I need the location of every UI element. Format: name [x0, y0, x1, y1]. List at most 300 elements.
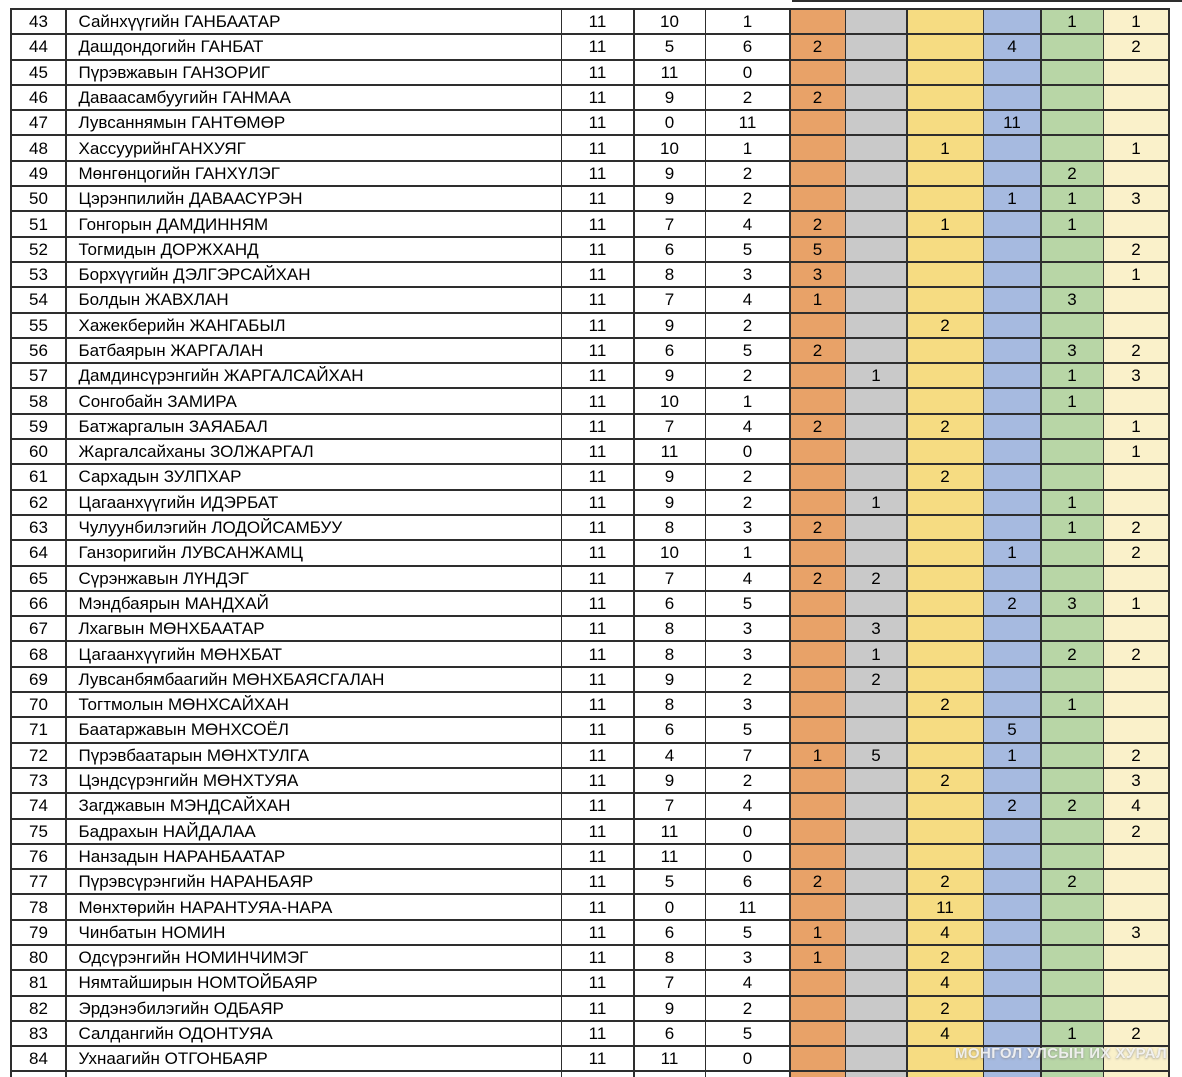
cell-total: 11 [562, 162, 633, 185]
cell-cat-green [1042, 111, 1103, 134]
cell-total: 11 [562, 567, 633, 590]
cell-cat-orange [791, 617, 845, 640]
cell-cat-green [1042, 820, 1103, 843]
cell-cat-green [1042, 718, 1103, 741]
cell-cat-green [1042, 541, 1103, 564]
cell-cat-cream [1104, 845, 1168, 868]
cell-missed: 5 [706, 592, 789, 615]
cell-cat-green: 1 [1042, 187, 1103, 210]
cell-row-number: 58 [12, 389, 65, 412]
cell-member-name: Нямтайширын НОМТОЙБАЯР [67, 971, 561, 994]
cell-total: 11 [562, 10, 633, 33]
cell-member-name: Нанзадын НАРАНБААТАР [67, 845, 561, 868]
cell-cat-blue [984, 263, 1040, 286]
cell-cat-green: 1 [1042, 491, 1103, 514]
cell-row-number: 73 [12, 769, 65, 792]
cell-cat-green [1042, 1047, 1103, 1070]
cell-cat-gray [846, 921, 906, 944]
cell-attended: 9 [635, 997, 705, 1020]
cell-cat-yellow: 4 [908, 971, 983, 994]
cell-cat-cream [1104, 946, 1168, 969]
cell-cat-gray: 1 [846, 642, 906, 665]
cell-missed: 0 [706, 61, 789, 84]
cell-cat-yellow: 2 [908, 693, 983, 716]
cell-missed: 3 [706, 642, 789, 665]
cell-total: 11 [562, 946, 633, 969]
cell-cat-gray [846, 465, 906, 488]
cell-row-number: 49 [12, 162, 65, 185]
cell-cat-gray [846, 238, 906, 261]
cell-missed: 0 [706, 820, 789, 843]
cell-row-number: 81 [12, 971, 65, 994]
cell-cat-orange [791, 10, 845, 33]
cell-cat-yellow [908, 491, 983, 514]
cell-member-name: Батбаярын ЖАРГАЛАН [67, 339, 561, 362]
cell-cat-gray [846, 440, 906, 463]
cell-cat-blue: 1 [984, 187, 1040, 210]
cell-attended: 9 [635, 86, 705, 109]
cell-cat-yellow [908, 238, 983, 261]
cell-member-name: Одсүрэнгийн НОМИНЧИМЭГ [67, 946, 561, 969]
cell-cat-green: 3 [1042, 592, 1103, 615]
cell-cat-cream: 2 [1104, 744, 1168, 767]
cell-cat-gray: 2 [846, 567, 906, 590]
cell-cat-gray [846, 693, 906, 716]
cell-cat-orange [791, 389, 845, 412]
cell-cat-orange [791, 541, 845, 564]
cell-cat-gray [846, 1022, 906, 1045]
cell-attended: 10 [635, 389, 705, 412]
cell-row-number: 79 [12, 921, 65, 944]
cell-total: 11 [562, 238, 633, 261]
cell-cat-green [1042, 895, 1103, 918]
cell-attended: 10 [635, 136, 705, 159]
cell-cat-green [1042, 567, 1103, 590]
cell-cat-orange [791, 592, 845, 615]
cell-attended: 9 [635, 162, 705, 185]
cell-cat-blue [984, 288, 1040, 311]
cell-attended: 9 [635, 187, 705, 210]
cell-attended: 11 [635, 61, 705, 84]
cell-attended: 11 [635, 820, 705, 843]
cell-cat-orange: 2 [791, 567, 845, 590]
cell-cat-orange [791, 718, 845, 741]
cell-cat-gray: 1 [846, 491, 906, 514]
cropped-row-edge-line [792, 0, 1182, 2]
cell-cat-gray [846, 111, 906, 134]
cell-total: 11 [562, 971, 633, 994]
cell-cat-yellow: 2 [908, 870, 983, 893]
cell-missed: 2 [706, 314, 789, 337]
cell-member-name: Салдангийн ОДОНТУЯА [67, 1022, 561, 1045]
cell-cat-green: 2 [1042, 162, 1103, 185]
cell-total: 11 [562, 592, 633, 615]
cell-cat-blue [984, 617, 1040, 640]
cell-cat-cream: 3 [1104, 364, 1168, 387]
cell-cat-cream: 1 [1104, 440, 1168, 463]
cell-attended: 6 [635, 339, 705, 362]
cell-cat-orange [791, 693, 845, 716]
cell-cat-orange [791, 136, 845, 159]
cell-cat-yellow [908, 794, 983, 817]
cell-total: 11 [562, 617, 633, 640]
cell-missed: 4 [706, 288, 789, 311]
cell-member-name: Ухнаагийн ОТГОНБАЯР [67, 1047, 561, 1070]
cell-cat-green [1042, 61, 1103, 84]
cell-member-name: Цэндсүрэнгийн МӨНХТУЯА [67, 769, 561, 792]
cell-missed [706, 1072, 789, 1077]
cell-attended: 9 [635, 491, 705, 514]
cell-cat-green [1042, 1072, 1103, 1077]
cell-row-number: 66 [12, 592, 65, 615]
cell-cat-blue: 4 [984, 35, 1040, 58]
cell-member-name: Болдын ЖАВХЛАН [67, 288, 561, 311]
cell-attended: 5 [635, 35, 705, 58]
cell-member-name: ХассуурийнГАНХУЯГ [67, 136, 561, 159]
cell-member-name: Пүрэвсүрэнгийн НАРАНБАЯР [67, 870, 561, 893]
cell-member-name: Дамдинсүрэнгийн ЖАРГАЛСАЙХАН [67, 364, 561, 387]
cell-row-number: 48 [12, 136, 65, 159]
cell-cat-yellow: 2 [908, 769, 983, 792]
cell-row-number: 63 [12, 516, 65, 539]
watermark-text: МОНГОЛ УЛСЫН ИХ ХУРАЛ [955, 1045, 1168, 1062]
cell-member-name: Дашдондогийн ГАНБАТ [67, 35, 561, 58]
cell-cat-orange: 2 [791, 35, 845, 58]
cell-cat-yellow [908, 592, 983, 615]
cell-cat-cream: 4 [1104, 794, 1168, 817]
cell-attended [635, 1072, 705, 1077]
cell-cat-orange: 2 [791, 870, 845, 893]
cell-total: 11 [562, 288, 633, 311]
cell-cat-yellow [908, 845, 983, 868]
cell-cat-blue [984, 1072, 1040, 1077]
cell-row-number: 67 [12, 617, 65, 640]
cell-row-number: 74 [12, 794, 65, 817]
cell-cat-yellow: 2 [908, 946, 983, 969]
cell-cat-gray [846, 895, 906, 918]
cell-cat-yellow [908, 1072, 983, 1077]
cell-cat-gray [846, 1072, 906, 1077]
cell-cat-yellow: 11 [908, 895, 983, 918]
cell-cat-orange: 2 [791, 415, 845, 438]
cell-attended: 8 [635, 516, 705, 539]
cell-cat-cream: 2 [1104, 541, 1168, 564]
cell-cat-green: 2 [1042, 642, 1103, 665]
cell-attended: 7 [635, 794, 705, 817]
cell-cat-gray [846, 870, 906, 893]
cell-cat-orange [791, 1047, 845, 1070]
cell-attended: 11 [635, 440, 705, 463]
cell-member-name: Мөнхтөрийн НАРАНТУЯА-НАРА [67, 895, 561, 918]
cell-cat-orange: 5 [791, 238, 845, 261]
cell-cat-orange [791, 997, 845, 1020]
cell-cat-cream [1104, 86, 1168, 109]
cell-row-number: 47 [12, 111, 65, 134]
cell-attended: 7 [635, 212, 705, 235]
cell-cat-cream [1104, 668, 1168, 691]
cell-cat-yellow [908, 35, 983, 58]
cell-row-number: 80 [12, 946, 65, 969]
cell-cat-yellow [908, 61, 983, 84]
cell-total: 11 [562, 465, 633, 488]
cell-missed: 6 [706, 870, 789, 893]
cell-attended: 10 [635, 10, 705, 33]
cell-cat-gray [846, 162, 906, 185]
cell-total: 11 [562, 187, 633, 210]
cell-cat-green [1042, 86, 1103, 109]
cell-cat-gray [846, 288, 906, 311]
cell-missed: 11 [706, 895, 789, 918]
cell-cat-green: 1 [1042, 364, 1103, 387]
cell-cat-yellow [908, 162, 983, 185]
cell-cat-cream: 2 [1104, 516, 1168, 539]
cell-attended: 8 [635, 617, 705, 640]
cell-row-number: 44 [12, 35, 65, 58]
cell-missed: 0 [706, 440, 789, 463]
cell-missed: 5 [706, 718, 789, 741]
cell-total: 11 [562, 718, 633, 741]
cell-cat-orange [791, 440, 845, 463]
cell-missed: 2 [706, 668, 789, 691]
cell-member-name: Сүрэнжавын ЛҮНДЭГ [67, 567, 561, 590]
cell-attended: 11 [635, 845, 705, 868]
cell-missed: 11 [706, 111, 789, 134]
cell-missed: 5 [706, 921, 789, 944]
cell-missed: 6 [706, 35, 789, 58]
cell-cat-cream [1104, 718, 1168, 741]
cell-attended: 11 [635, 1047, 705, 1070]
cell-total: 11 [562, 870, 633, 893]
cell-cat-green: 1 [1042, 693, 1103, 716]
cell-cat-cream [1104, 61, 1168, 84]
cell-row-number: 61 [12, 465, 65, 488]
cell-attended: 9 [635, 465, 705, 488]
cell-cat-green [1042, 845, 1103, 868]
cell-cat-green: 3 [1042, 288, 1103, 311]
cell-missed: 3 [706, 516, 789, 539]
cell-row-number: 68 [12, 642, 65, 665]
cell-member-name: Сонгобайн ЗАМИРА [67, 389, 561, 412]
cell-cat-green: 1 [1042, 1022, 1103, 1045]
cell-cat-gray [846, 10, 906, 33]
cell-member-name: Пүрэвжавын ГАНЗОРИГ [67, 61, 561, 84]
cell-cat-blue [984, 895, 1040, 918]
cell-cat-gray: 1 [846, 364, 906, 387]
cell-attended: 7 [635, 567, 705, 590]
cell-cat-orange [791, 1072, 845, 1077]
cell-cat-orange [791, 794, 845, 817]
cell-cat-yellow [908, 718, 983, 741]
cell-cat-blue: 5 [984, 718, 1040, 741]
cell-missed: 2 [706, 769, 789, 792]
cell-row-number: 46 [12, 86, 65, 109]
cell-cat-orange [791, 187, 845, 210]
cell-cat-yellow [908, 288, 983, 311]
cell-cat-green: 2 [1042, 794, 1103, 817]
cell-cat-orange [791, 971, 845, 994]
cell-missed: 2 [706, 162, 789, 185]
cell-cat-yellow [908, 516, 983, 539]
cell-cat-orange [791, 642, 845, 665]
cell-cat-gray [846, 1047, 906, 1070]
cell-cat-blue [984, 440, 1040, 463]
cell-cat-orange: 1 [791, 288, 845, 311]
attendance-table [10, 8, 1170, 1077]
cell-total: 11 [562, 111, 633, 134]
cell-row-number: 56 [12, 339, 65, 362]
cell-member-name: Чулуунбилэгийн ЛОДОЙСАМБУУ [67, 516, 561, 539]
cell-attended: 8 [635, 693, 705, 716]
cell-missed: 1 [706, 389, 789, 412]
cell-cat-blue [984, 389, 1040, 412]
cell-cat-yellow: 1 [908, 136, 983, 159]
cell-row-number: 78 [12, 895, 65, 918]
cell-cat-cream [1104, 162, 1168, 185]
cell-cat-blue: 11 [984, 111, 1040, 134]
cell-member-name: Сархадын ЗУЛПХАР [67, 465, 561, 488]
cell-cat-green [1042, 997, 1103, 1020]
cell-row-number: 83 [12, 1022, 65, 1045]
cell-attended: 8 [635, 642, 705, 665]
cell-cat-gray [846, 997, 906, 1020]
cell-missed: 4 [706, 971, 789, 994]
cell-cat-green: 1 [1042, 516, 1103, 539]
cell-missed: 0 [706, 1047, 789, 1070]
cell-cat-yellow: 4 [908, 1022, 983, 1045]
cell-member-name: Лувсанбямбаагийн МӨНХБАЯСГАЛАН [67, 668, 561, 691]
cell-attended: 4 [635, 744, 705, 767]
cell-member-name: Мөнгөнцогийн ГАНХҮЛЭГ [67, 162, 561, 185]
cell-total: 11 [562, 415, 633, 438]
cell-row-number [12, 1072, 65, 1077]
cell-attended: 7 [635, 415, 705, 438]
cell-cat-orange [791, 820, 845, 843]
cell-member-name: Жаргалсайханы ЗОЛЖАРГАЛ [67, 440, 561, 463]
cell-cat-green: 1 [1042, 10, 1103, 33]
cell-cat-cream [1104, 870, 1168, 893]
cell-cat-gray [846, 35, 906, 58]
cell-cat-cream [1104, 288, 1168, 311]
cell-member-name: Ганзоригийн ЛУВСАНЖАМЦ [67, 541, 561, 564]
cell-row-number: 52 [12, 238, 65, 261]
cell-cat-blue [984, 238, 1040, 261]
cell-cat-gray [846, 718, 906, 741]
cell-total: 11 [562, 35, 633, 58]
cell-cat-green: 3 [1042, 339, 1103, 362]
cell-cat-blue [984, 1047, 1040, 1070]
cell-total: 11 [562, 440, 633, 463]
cell-missed: 5 [706, 339, 789, 362]
cell-cat-green: 1 [1042, 212, 1103, 235]
cell-total: 11 [562, 86, 633, 109]
cell-cat-green [1042, 921, 1103, 944]
cell-cat-blue: 1 [984, 744, 1040, 767]
cell-row-number: 76 [12, 845, 65, 868]
cell-row-number: 43 [12, 10, 65, 33]
cell-cat-gray [846, 820, 906, 843]
cell-cat-blue [984, 642, 1040, 665]
cell-cat-yellow: 2 [908, 415, 983, 438]
cell-cat-yellow [908, 820, 983, 843]
cell-cat-green [1042, 946, 1103, 969]
cell-missed: 4 [706, 567, 789, 590]
cell-cat-cream [1104, 693, 1168, 716]
cell-member-name: Загджавын МЭНДСАЙХАН [67, 794, 561, 817]
cell-member-name: Гонгорын ДАМДИННЯМ [67, 212, 561, 235]
cell-missed: 2 [706, 364, 789, 387]
cell-cat-orange: 1 [791, 744, 845, 767]
cell-cat-gray [846, 541, 906, 564]
cell-row-number: 60 [12, 440, 65, 463]
cell-total: 11 [562, 1022, 633, 1045]
cell-missed: 2 [706, 997, 789, 1020]
cell-cat-blue [984, 162, 1040, 185]
cell-total: 11 [562, 997, 633, 1020]
cell-cat-orange: 3 [791, 263, 845, 286]
cell-cat-yellow [908, 668, 983, 691]
cell-cat-yellow [908, 364, 983, 387]
cell-cat-orange: 2 [791, 86, 845, 109]
cell-member-name: Бадрахын НАЙДАЛАА [67, 820, 561, 843]
cell-member-name [67, 1072, 561, 1077]
cell-cat-yellow [908, 541, 983, 564]
cell-cat-blue [984, 10, 1040, 33]
cell-attended: 9 [635, 769, 705, 792]
cell-cat-green [1042, 415, 1103, 438]
cell-cat-cream: 3 [1104, 187, 1168, 210]
cell-cat-cream [1104, 314, 1168, 337]
cell-cat-blue [984, 1022, 1040, 1045]
cell-cat-blue [984, 845, 1040, 868]
cell-attended: 6 [635, 592, 705, 615]
cell-cat-cream [1104, 1072, 1168, 1077]
cell-cat-gray [846, 263, 906, 286]
cell-cat-orange: 1 [791, 946, 845, 969]
cell-attended: 9 [635, 364, 705, 387]
cell-missed: 3 [706, 617, 789, 640]
cell-row-number: 69 [12, 668, 65, 691]
cell-cat-cream [1104, 997, 1168, 1020]
cell-total: 11 [562, 1047, 633, 1070]
cell-cat-blue [984, 971, 1040, 994]
cell-total: 11 [562, 364, 633, 387]
cell-total: 11 [562, 516, 633, 539]
cell-total: 11 [562, 820, 633, 843]
cell-total: 11 [562, 314, 633, 337]
cell-attended: 6 [635, 718, 705, 741]
cell-cat-cream [1104, 1047, 1168, 1070]
cell-cat-green [1042, 668, 1103, 691]
cell-total: 11 [562, 921, 633, 944]
cell-total: 11 [562, 668, 633, 691]
cell-total: 11 [562, 541, 633, 564]
cell-cat-yellow [908, 389, 983, 412]
cell-row-number: 50 [12, 187, 65, 210]
cell-cat-blue: 2 [984, 794, 1040, 817]
cell-cat-gray [846, 946, 906, 969]
cell-cat-yellow: 2 [908, 997, 983, 1020]
cell-cat-blue [984, 465, 1040, 488]
cell-cat-gray [846, 592, 906, 615]
cell-attended: 8 [635, 263, 705, 286]
cell-cat-orange: 2 [791, 212, 845, 235]
cell-member-name: Тогмидын ДОРЖХАНД [67, 238, 561, 261]
cell-cat-green [1042, 971, 1103, 994]
cell-total: 11 [562, 61, 633, 84]
cell-cat-cream: 2 [1104, 642, 1168, 665]
cell-total [562, 1072, 633, 1077]
cell-total: 11 [562, 794, 633, 817]
